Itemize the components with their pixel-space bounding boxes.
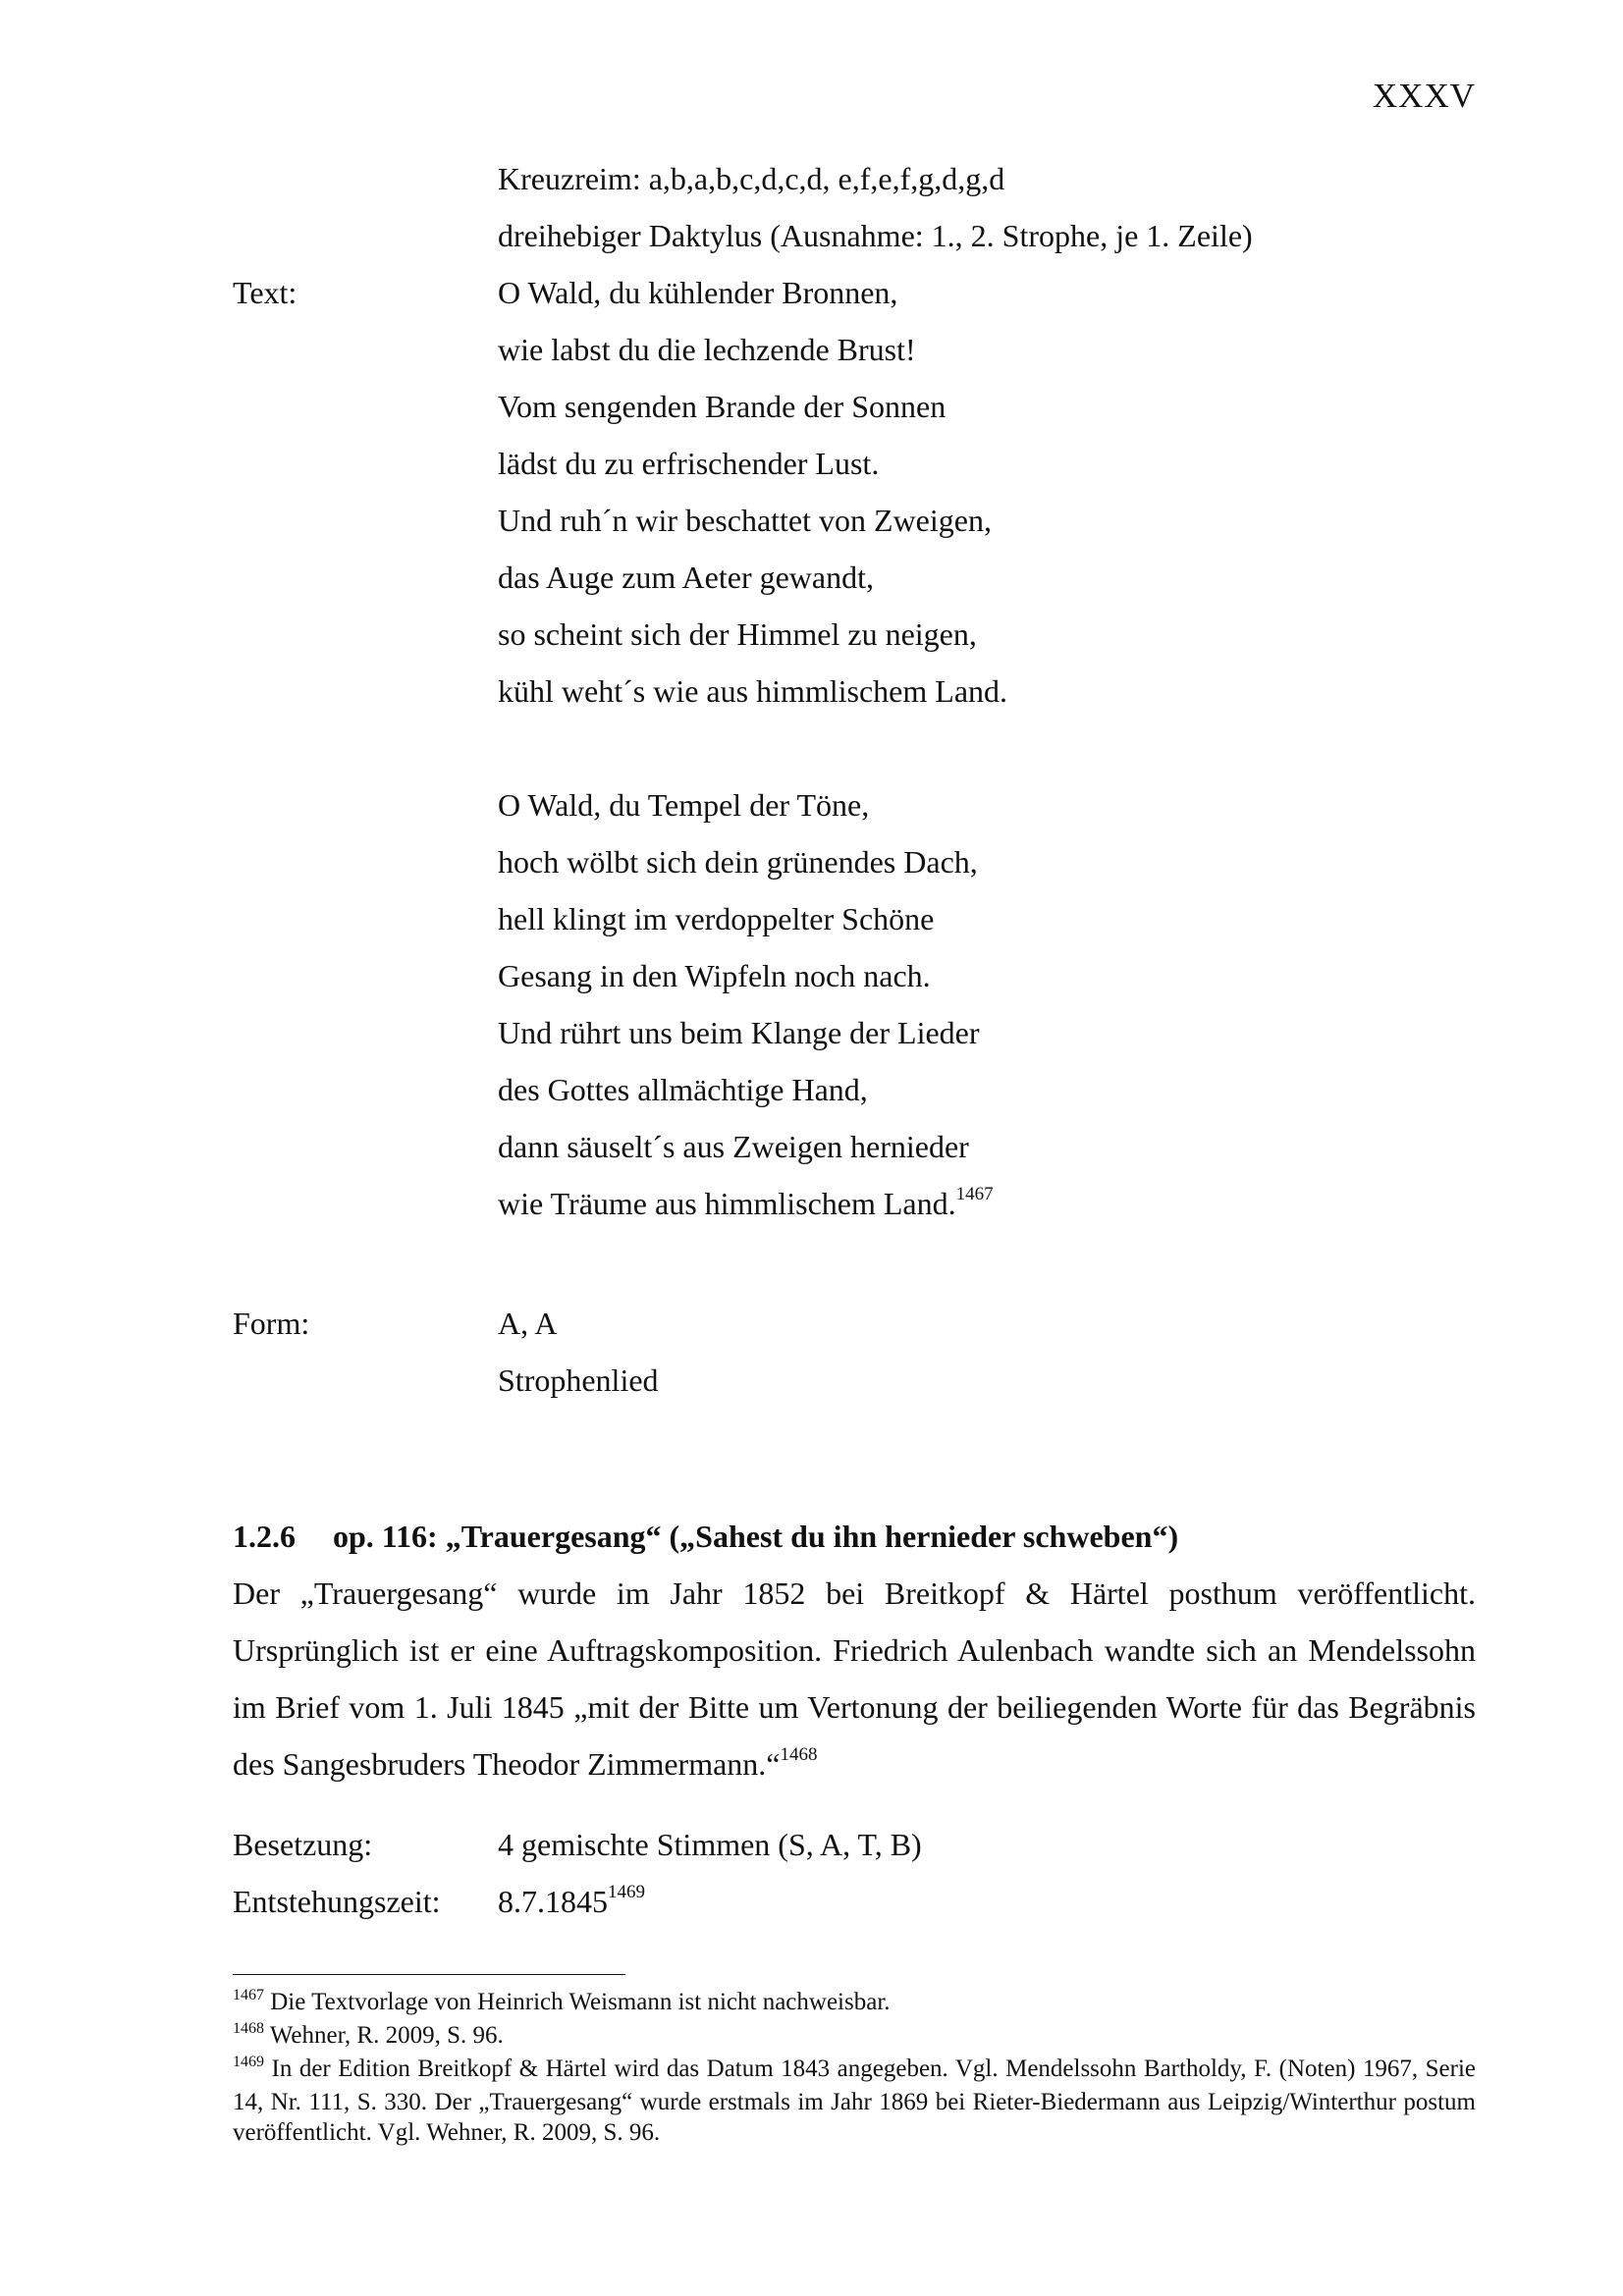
poem-line: Gesang in den Wipfeln noch nach. xyxy=(498,958,931,993)
form-label: Form: xyxy=(233,1306,310,1341)
poem-line: kühl weht´s wie aus himmlischem Land. xyxy=(498,673,1008,709)
poem-line: lädst du zu erfrischender Lust. xyxy=(498,446,880,481)
poem-line: des Gottes allmächtige Hand, xyxy=(498,1072,868,1107)
footnote-number: 1469 xyxy=(233,2054,264,2070)
form-row xyxy=(233,1295,1480,1352)
footnote-ref[interactable]: 1468 xyxy=(780,1744,818,1765)
footnote-text: Wehner, R. 2009, S. 96. xyxy=(269,2022,504,2049)
rhyme-scheme-line: Kreuzreim: a,b,a,b,c,d,c,d, e,f,e,f,g,d,g,d xyxy=(498,161,1005,196)
footnote-number: 1467 xyxy=(233,1987,264,2003)
metadata-block xyxy=(233,1816,1476,1936)
poem-block xyxy=(233,150,1480,1409)
text-row xyxy=(233,264,1480,321)
poem-line: hell klingt im verdoppelter Schöne xyxy=(498,901,935,936)
entstehung-label: Entstehungszeit: xyxy=(233,1884,441,1919)
footnote-divider xyxy=(233,1974,625,1975)
besetzung-row xyxy=(233,1816,1476,1873)
poem-line: O Wald, du kühlender Bronnen, xyxy=(498,275,898,310)
section-heading xyxy=(233,1508,1178,1565)
section-number: 1.2.6 xyxy=(233,1519,296,1554)
entstehung-value: 8.7.1845 xyxy=(498,1884,608,1919)
poem-line: Und ruh´n wir beschattet von Zweigen, xyxy=(498,503,992,538)
besetzung-value: 4 gemischte Stimmen (S, A, T, B) xyxy=(498,1827,922,1862)
poem-line-last xyxy=(498,1175,1480,1238)
entstehung-row xyxy=(233,1873,1476,1936)
section-gap xyxy=(233,1238,1480,1295)
footnote-text: In der Edition Breitkopf & Härtel wird das Datum 1843 angegeben. Vgl. Mendelssohn Bartholdy, F. (Noten) 1967, Serie 14, Nr. 111, S. 330. Der „Trauergesang“ wurde erstmals im Jahr 1869 bei Rieter-Biedermann aus Leipzig/Winterthur postum veröffentlicht. Vgl. Wehner, R. 2009, S. 96. xyxy=(233,2056,1476,2146)
poem-line: Und rührt uns beim Klange der Lieder xyxy=(498,1015,980,1050)
stanza-gap xyxy=(233,720,1480,776)
footnote-ref[interactable]: 1469 xyxy=(608,1882,645,1902)
besetzung-label: Besetzung: xyxy=(233,1827,373,1862)
poem-line: Vom sengenden Brande der Sonnen xyxy=(498,389,947,424)
body-paragraph xyxy=(233,1565,1476,1798)
poem-line: dann säuselt´s aus Zweigen hernieder xyxy=(498,1129,969,1164)
footnote-number: 1468 xyxy=(233,2020,264,2037)
poem-line: das Auge zum Aeter gewandt, xyxy=(498,560,874,595)
poem-line-text: wie Träume aus himmlischem Land. xyxy=(498,1186,956,1221)
footnote xyxy=(233,2054,1476,2148)
meter-line: dreihebiger Daktylus (Ausnahme: 1., 2. Strophe, je 1. Zeile) xyxy=(498,218,1253,253)
entstehung-value-wrap xyxy=(498,1873,1476,1936)
poem-line: wie labst du die lechzende Brust! xyxy=(498,332,916,367)
footnote-text: Die Textvorlage von Heinrich Weismann ist nicht nachweisbar. xyxy=(270,1989,891,2015)
footnotes xyxy=(233,1987,1476,2148)
footnote-ref[interactable]: 1467 xyxy=(955,1184,994,1204)
section-title-text: op. 116: „Trauergesang“ („Sahest du ihn hernieder schweben“) xyxy=(333,1519,1179,1554)
page-number: XXXV xyxy=(1372,77,1476,115)
text-label: Text: xyxy=(233,275,298,310)
form-type: Strophenlied xyxy=(498,1362,659,1398)
poem-line: O Wald, du Tempel der Töne, xyxy=(498,787,870,823)
footnote xyxy=(233,2020,1476,2054)
form-value: A, A xyxy=(498,1306,558,1341)
paragraph-text: Der „Trauergesang“ wurde im Jahr 1852 bei Breitkopf & Härtel posthum veröffentlicht. Ursprünglich ist er eine Auftragskomposition. Friedrich Aulenbach wandte sich an Mendelssohn im Brief vom 1. Juli 1845 „mit der Bitte um Vertonung der beiliegenden Worte für das Begräbnis des Sangesbruders Theodor Zimmermann.“ xyxy=(233,1575,1476,1782)
footnote xyxy=(233,1987,1476,2020)
poem-line: so scheint sich der Himmel zu neigen, xyxy=(498,616,977,652)
poem-line: hoch wölbt sich dein grünendes Dach, xyxy=(498,844,978,880)
